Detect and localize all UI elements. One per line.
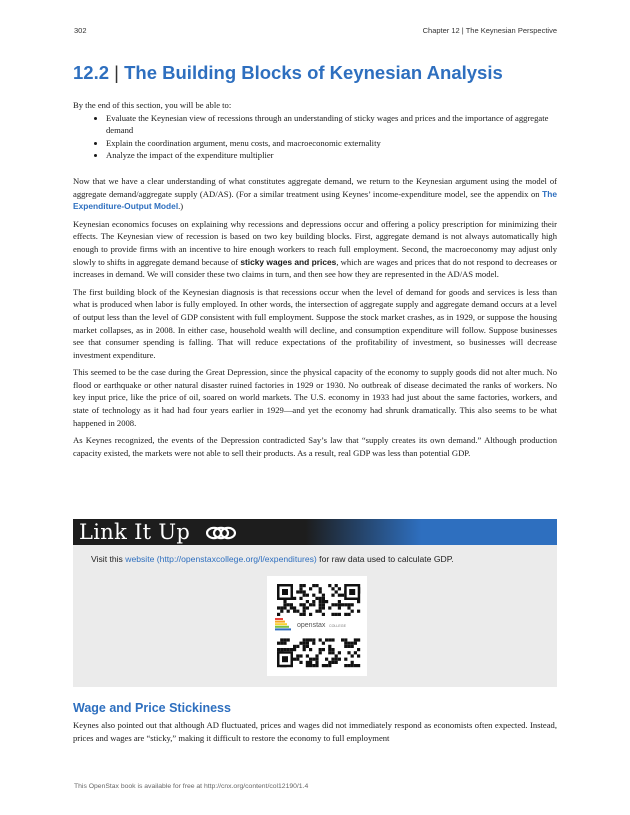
running-head: Chapter 12 | The Keynesian Perspective <box>422 26 557 35</box>
paragraph-text: .) <box>178 201 184 212</box>
expenditure-output-model-link[interactable]: The Expenditure-Output Model <box>73 188 557 212</box>
link-it-up-banner <box>73 519 557 545</box>
paragraph-says-law: As Keynes recognized, the events of the Depression contradicted Say’s law that “supply creates its own demand.” Although production capacity existed, the markets were not able to sell their products. As a result, real GDP was less than potential GDP. <box>73 435 557 458</box>
objective-item: • Evaluate the Keynesian view of recessions through an understanding of sticky wages and prices and the importance of aggregate demand <box>106 112 557 137</box>
section-body <box>73 99 557 464</box>
link-it-up-text <box>91 554 454 564</box>
link-it-up-title: Link It Up <box>79 520 191 544</box>
paragraph-first-building-block: The first building block of the Keynesian diagnosis is that recessions occur when the level of demand for goods and services is less than what is produced when labor is fully employed. In other words, the intersection of aggregate supply and aggregate demand occurs at a level of output less than the level of GDP consistent with full employment. Suppose the stock market crashes, as in 1929, or suppose the housing market collapses, as in 2008. In either case, household wealth will decline, and consumption expenditure will follow. Suppose businesses see that consumer spending is falling. That will reduce expectations of the profitability of investment, so businesses will decrease investment expenditure. <box>73 286 557 360</box>
paragraph-great-depression: This seemed to be the case during the Great Depression, since the physical capacity of the economy to supply goods did not alter much. No flood or earthquake or other natural disaster ruined factories in 1929 or 1930. No outbreak of disease decimated the ranks of workers. No key input price, like the price of oil, soared on world markets. The U.S. economy in 1933 had just about the same factories, workers, and state of technology as it had had four years earlier in 1929—and yet the economy had shrunk dramatically. This also seems to be what happened in 2008. <box>73 367 557 428</box>
paragraph-wage-price-stickiness: Keynes also pointed out that although AD fluctuated, prices and wages did not immediately respond as economists often expected. Instead, prices and wages are “sticky,” making it difficult to restore the economy to full employment <box>73 720 557 743</box>
section-separator: | <box>109 62 125 83</box>
key-term-sticky-wages: sticky wages and prices <box>240 256 337 267</box>
paragraph-text: Now that we have a clear understanding of what constitutes aggregate demand, we return to the Keynesian argument using the model of aggregate demand/aggregate supply (AD/AS). (For a similar treatment using Keynes’ income-expenditure model, see the appendix on <box>73 175 557 199</box>
paragraph-text: , which are wages and prices that do not respond to decreases or increases in demand. We will consider these two claims in turn, and then see how they are represented in the AD/AS model. <box>73 256 557 280</box>
paragraph-text: Keynesian economics focuses on explaining why recessions and depressions occur and offering a policy prescription for minimizing their effects. The Keynesian view of recession is based on two key building blocks. First, aggregate demand is not always automatically high enough to provide firms with an incentive to hire enough workers to reach full employment. Second, the macroeconomy may adjust only slowly to shifts in aggregate demand because of <box>73 218 557 267</box>
expenditures-website-link[interactable]: website (http://openstaxcollege.org/l/expenditures) <box>125 554 317 564</box>
paragraph-building-blocks <box>73 218 557 281</box>
link-it-up-box <box>73 519 557 687</box>
link-text-before: Visit this <box>91 554 126 564</box>
learning-objectives-list <box>93 112 557 162</box>
openstax-logo-suffix: COLLEGE <box>329 624 346 628</box>
subsection-body <box>73 719 557 749</box>
page-footer: This OpenStax book is available for free at http://cnx.org/content/col12190/1.4 <box>74 783 309 790</box>
qr-code-image[interactable] <box>267 576 367 676</box>
section-title-text: The Building Blocks of Keynesian Analysis <box>124 62 503 83</box>
objective-item: • Explain the coordination argument, menu costs, and macroeconomic externality <box>106 137 557 150</box>
chain-link-icon <box>206 525 236 541</box>
subsection-title: Wage and Price Stickiness <box>73 701 231 715</box>
objectives-intro: By the end of this section, you will be able to: <box>73 100 232 110</box>
page-number: 302 <box>74 26 87 35</box>
openstax-logo-text: openstax <box>297 622 326 629</box>
section-title <box>73 62 563 84</box>
section-number: 12.2 <box>73 62 110 83</box>
link-text-after: for raw data used to calculate GDP. <box>316 554 454 564</box>
objective-item: • Analyze the impact of the expenditure multiplier <box>106 149 557 162</box>
paragraph-intro <box>73 175 557 213</box>
